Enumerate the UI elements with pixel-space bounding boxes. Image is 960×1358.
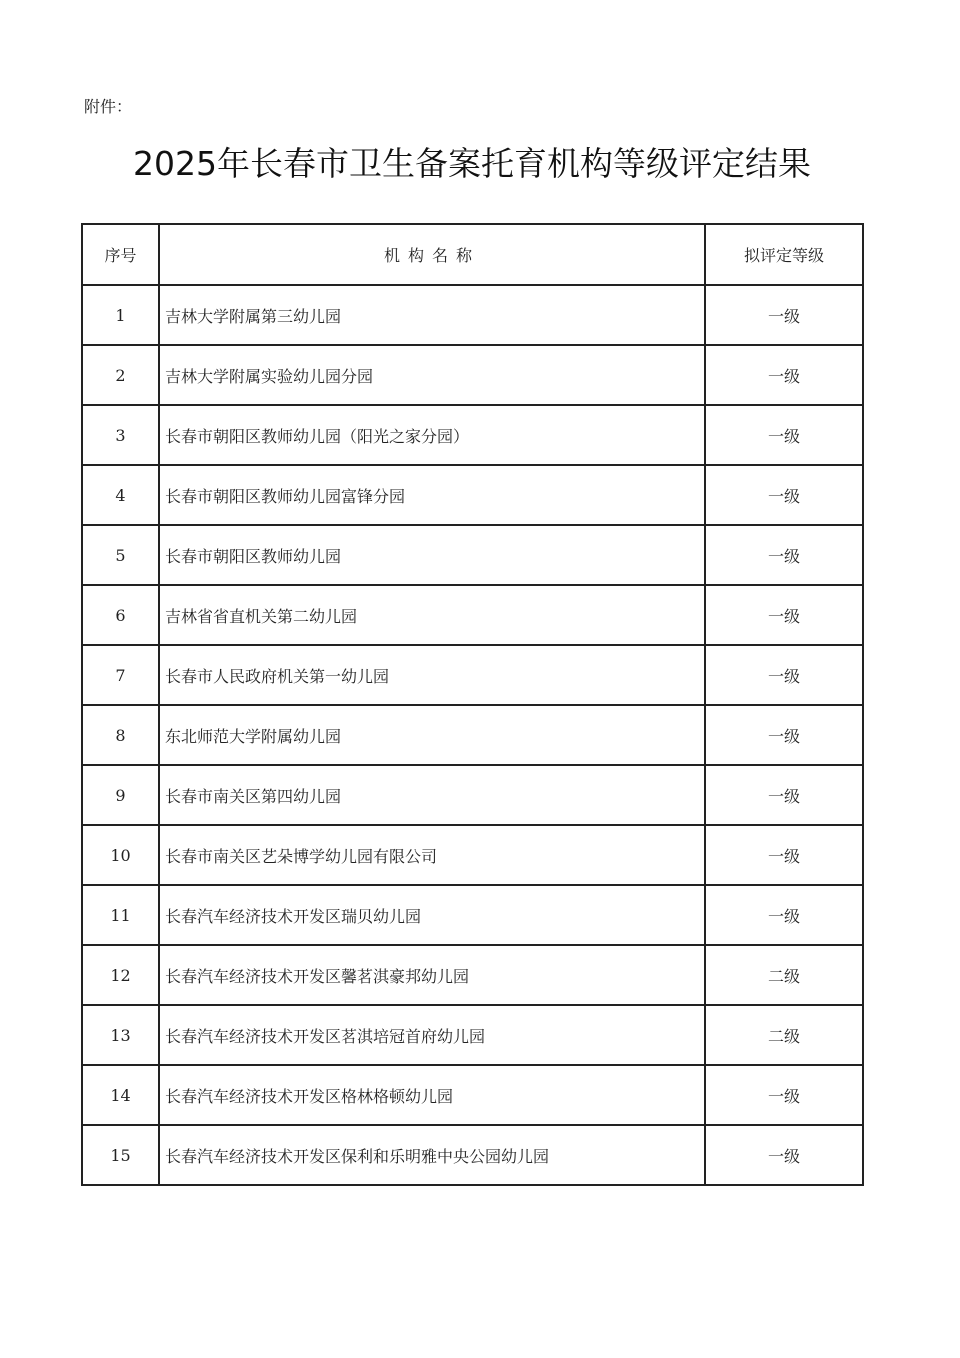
row-number: 8: [82, 705, 159, 765]
table-row: [82, 465, 863, 525]
rating-level: 一级: [705, 1125, 863, 1185]
rating-level: 一级: [705, 705, 863, 765]
table-row: [82, 705, 863, 765]
table-row: [82, 765, 863, 825]
institution-name: 吉林大学附属第三幼儿园: [159, 285, 705, 345]
header-name: 机构名称: [159, 224, 705, 285]
table-row: [82, 585, 863, 645]
row-number: 4: [82, 465, 159, 525]
rating-level: 一级: [705, 825, 863, 885]
results-table: [81, 223, 864, 1186]
rating-level: 一级: [705, 465, 863, 525]
row-number: 14: [82, 1065, 159, 1125]
attachment-label: 附件：: [84, 97, 133, 116]
row-number: 1: [82, 285, 159, 345]
row-number: 2: [82, 345, 159, 405]
table-row: [82, 1065, 863, 1125]
table-row: [82, 945, 863, 1005]
row-number: 7: [82, 645, 159, 705]
rating-level: 一级: [705, 885, 863, 945]
rating-level: 一级: [705, 285, 863, 345]
row-number: 5: [82, 525, 159, 585]
institution-name: 吉林省省直机关第二幼儿园: [159, 585, 705, 645]
table-row: [82, 405, 863, 465]
rating-level: 二级: [705, 945, 863, 1005]
table-row: [82, 285, 863, 345]
institution-name: 吉林大学附属实验幼儿园分园: [159, 345, 705, 405]
row-number: 12: [82, 945, 159, 1005]
institution-name: 长春市朝阳区教师幼儿园（阳光之家分园）: [159, 405, 705, 465]
header-level: 拟评定等级: [705, 224, 863, 285]
institution-name: 长春汽车经济技术开发区格林格顿幼儿园: [159, 1065, 705, 1125]
institution-name: 长春市朝阳区教师幼儿园: [159, 525, 705, 585]
row-number: 13: [82, 1005, 159, 1065]
document-title: 2025年长春市卫生备案托育机构等级评定结果: [133, 144, 811, 183]
institution-name: 长春汽车经济技术开发区馨茗淇豪邦幼儿园: [159, 945, 705, 1005]
rating-level: 一级: [705, 525, 863, 585]
table-row: [82, 645, 863, 705]
table-row: [82, 825, 863, 885]
header-number: 序号: [82, 224, 159, 285]
row-number: 9: [82, 765, 159, 825]
institution-name: 东北师范大学附属幼儿园: [159, 705, 705, 765]
table-row: [82, 525, 863, 585]
institution-name: 长春汽车经济技术开发区瑞贝幼儿园: [159, 885, 705, 945]
rating-level: 一级: [705, 1065, 863, 1125]
row-number: 10: [82, 825, 159, 885]
row-number: 11: [82, 885, 159, 945]
institution-name: 长春汽车经济技术开发区茗淇培冠首府幼儿园: [159, 1005, 705, 1065]
rating-level: 一级: [705, 585, 863, 645]
institution-name: 长春市南关区第四幼儿园: [159, 765, 705, 825]
rating-level: 一级: [705, 405, 863, 465]
institution-name: 长春汽车经济技术开发区保利和乐明雅中央公园幼儿园: [159, 1125, 705, 1185]
table-header-row: [82, 224, 863, 285]
row-number: 6: [82, 585, 159, 645]
rating-level: 一级: [705, 765, 863, 825]
institution-name: 长春市人民政府机关第一幼儿园: [159, 645, 705, 705]
table-row: [82, 1125, 863, 1185]
row-number: 15: [82, 1125, 159, 1185]
table-row: [82, 345, 863, 405]
institution-name: 长春市南关区艺朵博学幼儿园有限公司: [159, 825, 705, 885]
table-row: [82, 1005, 863, 1065]
rating-level: 一级: [705, 345, 863, 405]
table-row: [82, 885, 863, 945]
institution-name: 长春市朝阳区教师幼儿园富锋分园: [159, 465, 705, 525]
rating-level: 一级: [705, 645, 863, 705]
row-number: 3: [82, 405, 159, 465]
rating-level: 二级: [705, 1005, 863, 1065]
